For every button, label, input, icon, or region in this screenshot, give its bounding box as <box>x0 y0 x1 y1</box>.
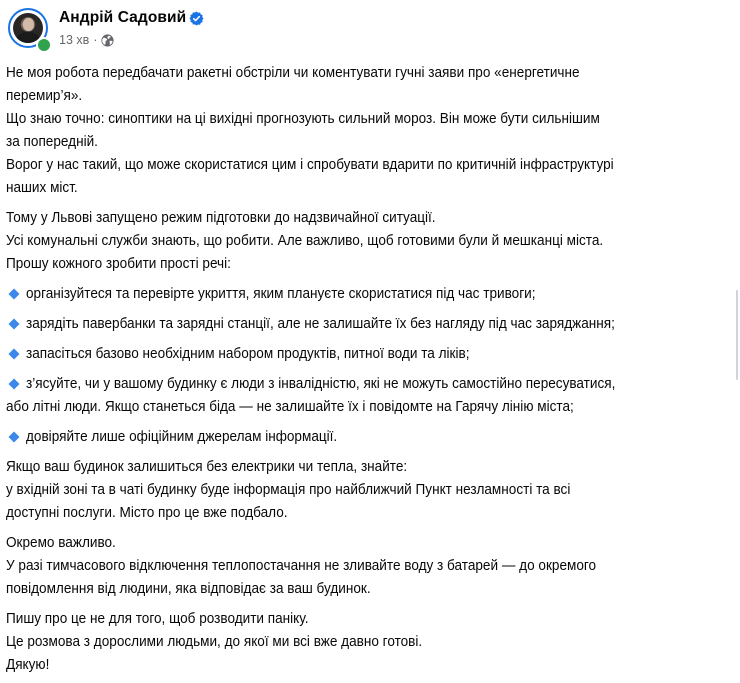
bullet-text: або літні люди. Якщо станеться біда — не залишайте їх і повідомте на Гарячу лінію міста; <box>6 398 574 415</box>
text: Ворог у нас такий, що може скористатися цим і спробувати вдарити по критичній інфраструктурі <box>6 156 614 173</box>
text: Це розмова з дорослими людьми, до якої ми всі вже давно готові. <box>6 633 423 650</box>
bullet-line <box>6 425 706 448</box>
blue-diamond-icon <box>8 431 20 443</box>
bullet-text: організуйтеся та перевірте укриття, яким плануєте скористатися під час тривоги; <box>26 285 536 302</box>
paragraph-closing <box>6 607 706 676</box>
text-line <box>6 229 706 252</box>
scrollbar[interactable] <box>736 290 738 380</box>
text-line <box>6 653 706 676</box>
bullet-item <box>6 425 706 448</box>
bullet-text: довіряйте лише офіційним джерелам інформації. <box>26 428 338 445</box>
text-line <box>6 455 706 478</box>
timestamp-link[interactable]: 13 хв <box>59 33 90 47</box>
text: Тому у Львові запущено режим підготовки до надзвичайної ситуації. <box>6 209 436 226</box>
blue-diamond-icon <box>8 348 20 360</box>
globe-icon[interactable] <box>101 34 114 47</box>
text-line <box>6 107 706 130</box>
bullet-line <box>6 282 706 305</box>
text-line <box>6 630 706 653</box>
text: Дякую! <box>6 656 50 673</box>
text: перемир’я». <box>6 87 83 104</box>
bullet-item <box>6 342 706 365</box>
bullet-text: запасіться базово необхідним набором продуктів, питної води та ліків; <box>26 345 470 362</box>
verified-badge-icon <box>189 11 204 26</box>
blue-diamond-icon <box>8 318 20 330</box>
bullet-text: з’ясуйте, чи у вашому будинку є люди з інвалідністю, які не можуть самостійно пересуватися, <box>26 375 616 392</box>
paragraph-intro <box>6 61 706 199</box>
bullet-line <box>6 342 706 365</box>
bullet-line <box>6 372 706 395</box>
text: Якщо ваш будинок залишиться без електрики чи тепла, знайте: <box>6 458 408 475</box>
author-name-link[interactable]: Андрій Садовий <box>59 9 187 26</box>
blue-diamond-icon <box>8 288 20 300</box>
post-meta <box>59 33 114 47</box>
online-status-icon <box>36 37 52 53</box>
text-line <box>6 577 706 600</box>
text: Пишу про це не для того, щоб розводити паніку. <box>6 610 309 627</box>
text-line <box>6 607 706 630</box>
text: наших міст. <box>6 179 78 196</box>
text: Не моя робота передбачати ракетні обстріли чи коментувати гучні заяви про «енергетичне <box>6 64 580 81</box>
meta-separator: · <box>93 33 98 47</box>
bullet-item <box>6 312 706 335</box>
text-line <box>6 130 706 153</box>
text: Окремо важливо. <box>6 534 116 551</box>
text-line <box>6 395 706 418</box>
text-line <box>6 84 706 107</box>
text-line <box>6 501 706 524</box>
text: у вхідній зоні та в чаті будинку буде інформація про найближчий Пункт незламності та всі <box>6 481 571 498</box>
post-header <box>0 0 740 56</box>
blue-diamond-icon <box>8 378 20 390</box>
post-body <box>6 61 706 683</box>
text-line <box>6 478 706 501</box>
text: повідомлення від людини, яка відповідає за ваш будинок. <box>6 580 371 597</box>
text-line <box>6 153 706 176</box>
text: за попередній. <box>6 133 98 150</box>
avatar-face <box>23 18 34 31</box>
text-line <box>6 554 706 577</box>
text-line <box>6 61 706 84</box>
bullet-line <box>6 312 706 335</box>
paragraph-preparation <box>6 206 706 275</box>
bullet-text: зарядіть павербанки та зарядні станції, але не залишайте їх без нагляду під час заряджання; <box>26 315 615 332</box>
paragraph-heating <box>6 531 706 600</box>
text: Усі комунальні служби знають, що робити. Але важливо, щоб готовими були й мешканці міста. <box>6 232 604 249</box>
text: Що знаю точно: синоптики на ці вихідні прогнозують сильний мороз. Він може бути сильнішим <box>6 110 600 127</box>
bullet-item <box>6 282 706 305</box>
text: У разі тимчасового відключення теплопостачання не зливайте воду з батарей — до окремого <box>6 557 597 574</box>
text-line <box>6 252 706 275</box>
text-line <box>6 531 706 554</box>
bullet-item <box>6 372 706 418</box>
paragraph-no-power <box>6 455 706 524</box>
text-line <box>6 206 706 229</box>
text: доступні послуги. Місто про це вже подбало. <box>6 504 288 521</box>
text-line <box>6 176 706 199</box>
text: Прошу кожного зробити прості речі: <box>6 255 231 272</box>
